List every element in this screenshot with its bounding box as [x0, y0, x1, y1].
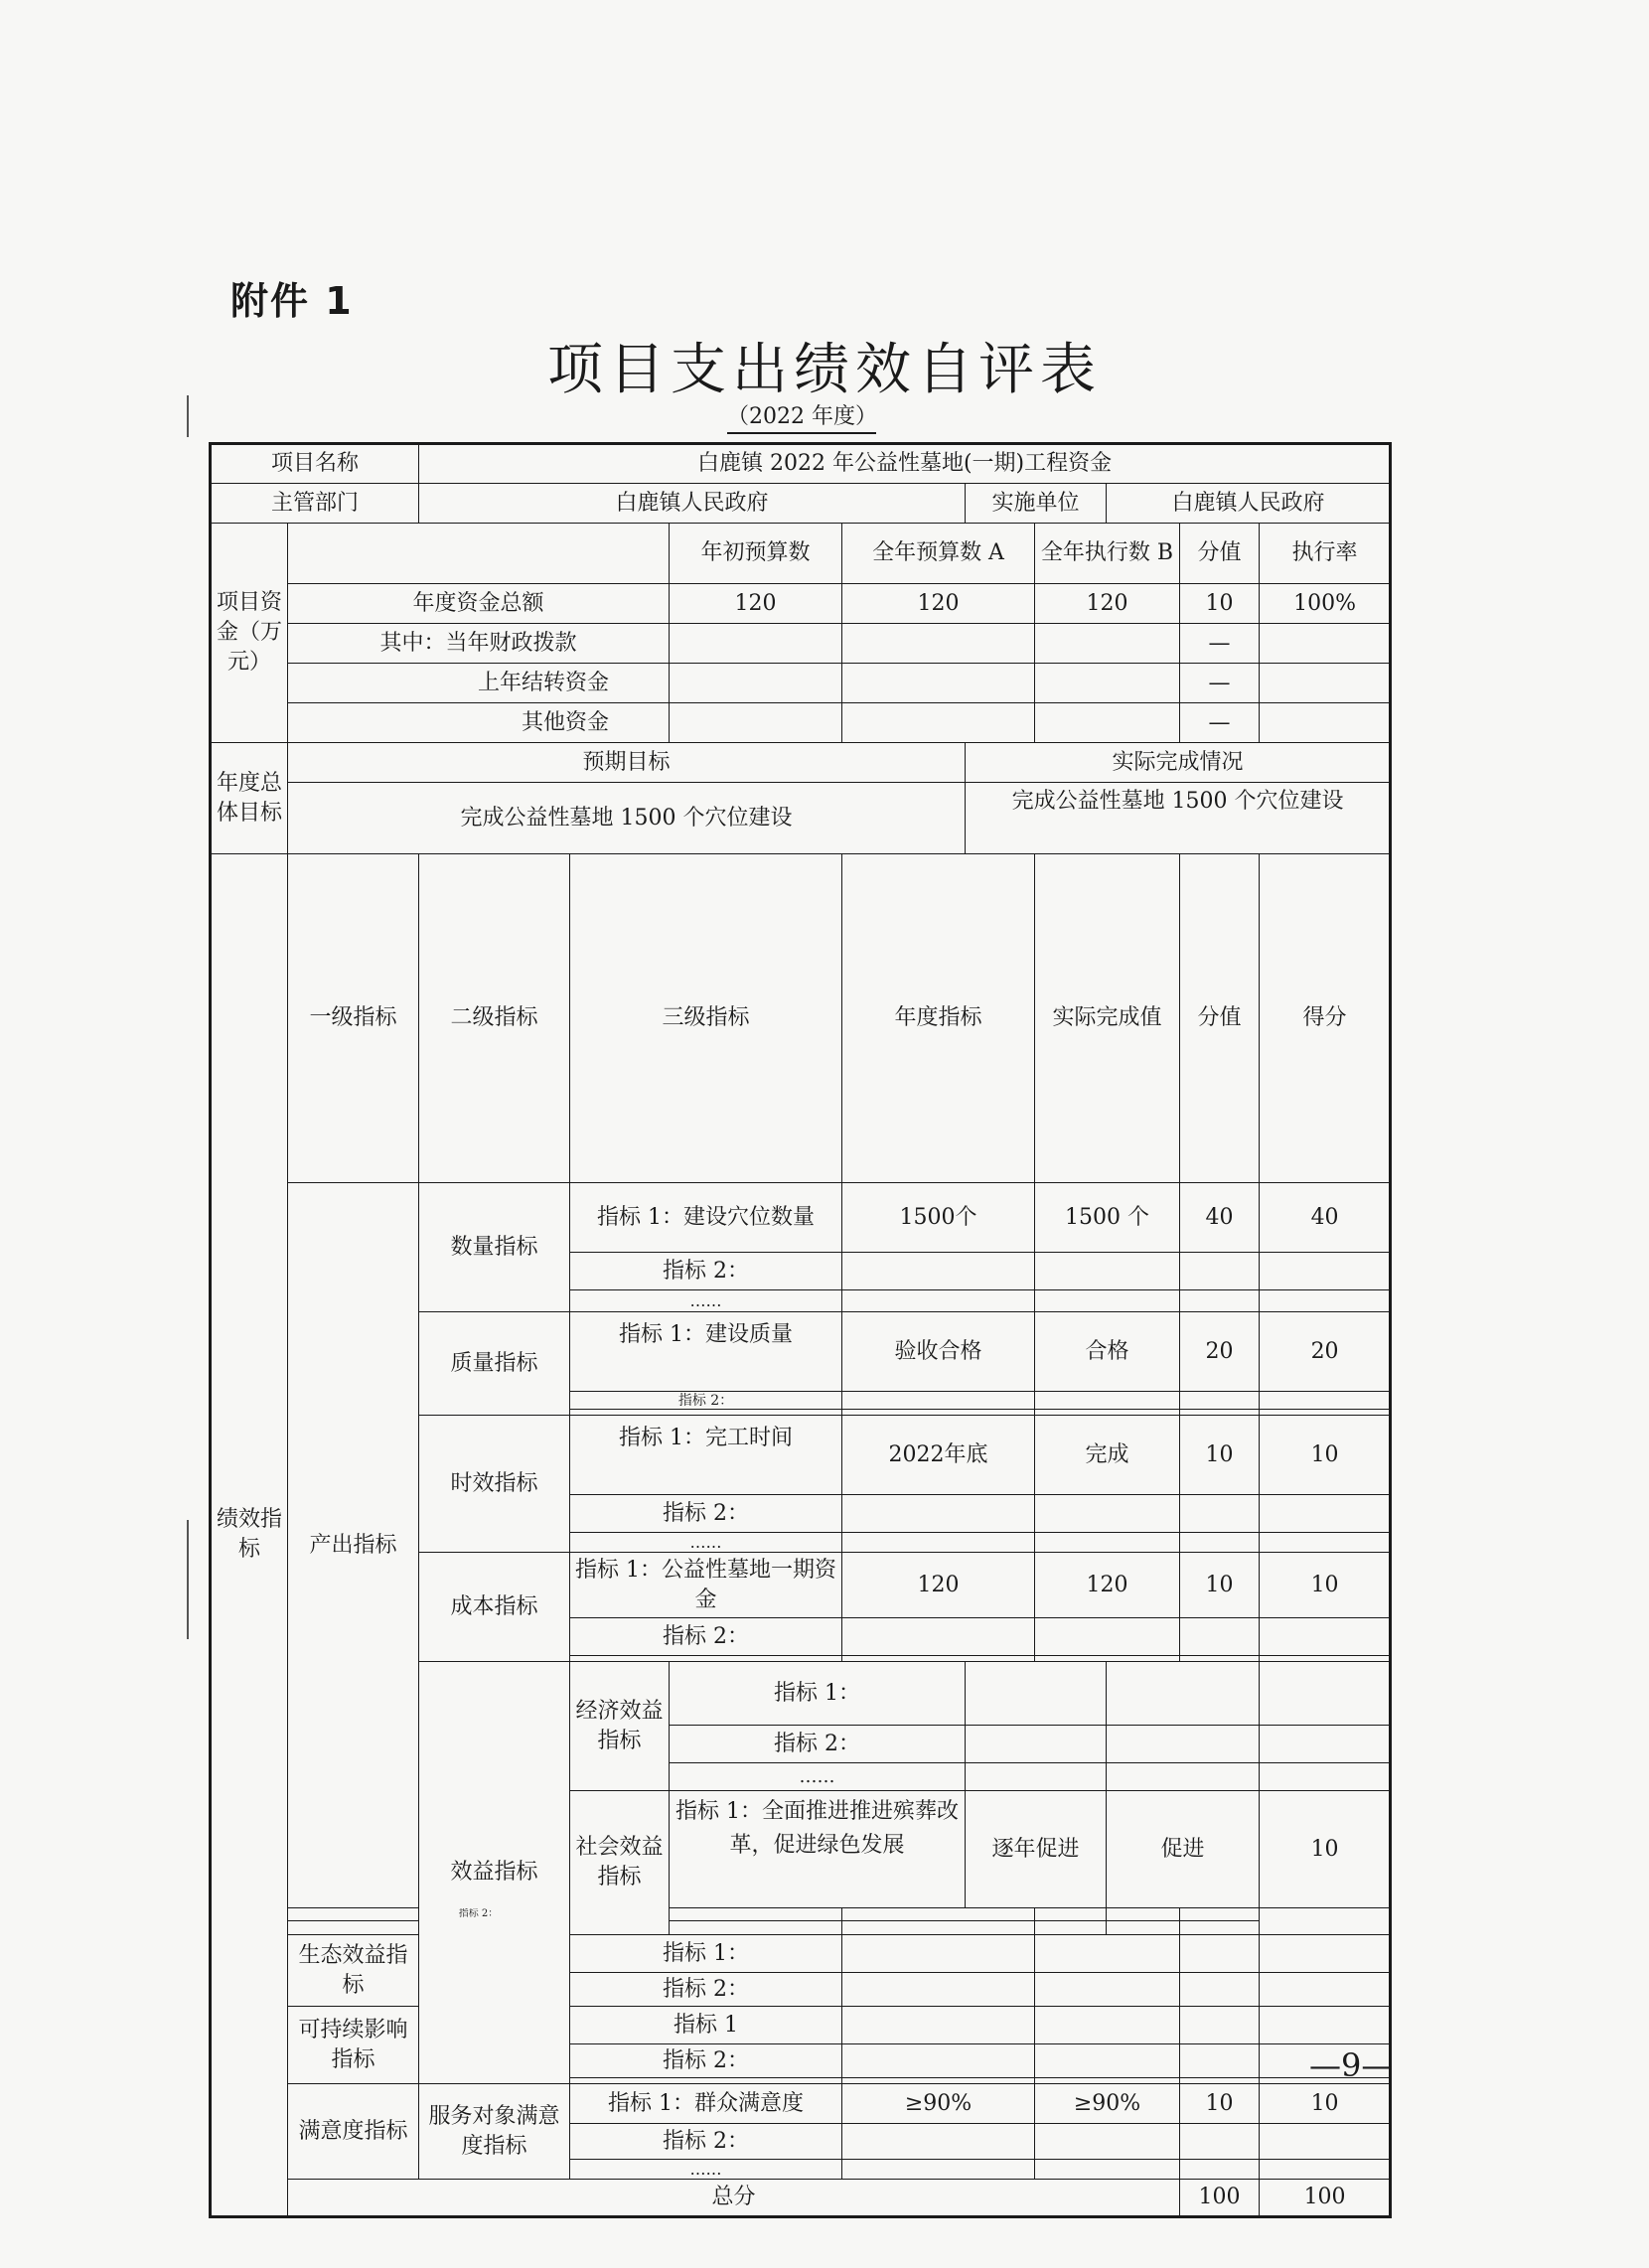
quantity-i3: ……	[570, 1290, 842, 1312]
funds-score-value: —	[1180, 624, 1260, 664]
blank-cell	[1260, 1392, 1391, 1410]
indicator-row	[211, 1908, 1391, 1921]
blank-cell	[966, 1763, 1107, 1791]
blank-cell	[842, 2044, 1035, 2078]
blank-cell	[842, 1973, 1035, 2007]
quality-annual: 验收合格	[842, 1312, 1035, 1392]
blank-cell	[1107, 1763, 1260, 1791]
funds-row-label: 年度资金总额	[288, 584, 670, 624]
blank-cell	[1260, 1763, 1391, 1791]
blank-cell	[1107, 1726, 1260, 1763]
sustainable-i2: 指标 2：	[570, 2044, 842, 2078]
header-score: 得分	[1260, 854, 1391, 1183]
blank-cell	[842, 2160, 1035, 2180]
funds-header-initial: 年初预算数	[670, 524, 842, 584]
timeliness-actual: 完成	[1035, 1416, 1180, 1495]
benefit-indicators-label: 效益指标	[419, 1662, 570, 2084]
funds-row-label: 其中：当年财政拨款	[288, 624, 670, 664]
quantity-score-value: 40	[1180, 1183, 1260, 1253]
social-indicator-label: 社会效益指标	[570, 1791, 670, 1935]
goals-label: 年度总体目标	[211, 743, 288, 854]
header-actual-value: 实际完成值	[1035, 854, 1180, 1183]
blank-cell	[1260, 1618, 1391, 1656]
blank-cell	[670, 1908, 842, 1921]
quantity-i2: 指标 2：	[570, 1253, 842, 1290]
blank-cell	[1107, 1908, 1180, 1921]
sustainable-i1: 指标 1	[570, 2007, 842, 2044]
blank-cell	[842, 2007, 1035, 2044]
blank-cell	[1035, 1253, 1180, 1290]
blank-cell	[1260, 1533, 1391, 1553]
blank-cell	[1035, 1290, 1180, 1312]
blank-cell	[842, 1935, 1035, 1973]
funds-initial	[670, 703, 842, 743]
funds-rate	[1260, 664, 1391, 703]
project-name: 白鹿镇 2022 年公益性墓地(一期)工程资金	[419, 444, 1391, 484]
cost-score: 10	[1260, 1553, 1391, 1618]
goals-header-row	[211, 743, 1391, 783]
blank-cell	[1180, 1935, 1260, 1973]
cost-indicator-label: 成本指标	[419, 1553, 570, 1662]
blank-cell	[1260, 1662, 1391, 1726]
blank-cell	[1180, 1495, 1260, 1533]
performance-indicators-label: 绩效指标	[211, 854, 288, 2217]
funds-executed	[1035, 664, 1180, 703]
blank-cell	[1180, 2160, 1260, 2180]
social-score-value: 10	[1260, 1791, 1391, 1908]
project-name-row	[211, 444, 1391, 484]
cost-annual: 120	[842, 1553, 1035, 1618]
implementing-unit-label: 实施单位	[966, 484, 1107, 524]
timeliness-indicator-label: 时效指标	[419, 1416, 570, 1553]
output-indicators-label: 产出指标	[288, 1183, 419, 1908]
funds-header-rate: 执行率	[1260, 524, 1391, 584]
service-score: 10	[1260, 2084, 1391, 2124]
funds-header-blank	[288, 524, 670, 584]
blank-cell	[1180, 2044, 1260, 2078]
economic-i1: 指标 1：	[670, 1662, 966, 1726]
timeliness-i1: 指标 1：完工时间	[570, 1416, 842, 1495]
department-row	[211, 484, 1391, 524]
blank-cell	[1180, 2007, 1260, 2044]
project-name-label: 项目名称	[211, 444, 419, 484]
funds-annual	[842, 624, 1035, 664]
blank-cell	[1107, 1921, 1180, 1935]
blank-cell	[1035, 1908, 1107, 1921]
margin-line-bottom	[187, 1520, 189, 1639]
funds-row	[211, 703, 1391, 743]
quantity-score: 40	[1260, 1183, 1391, 1253]
funds-header-score-value: 分值	[1180, 524, 1260, 584]
blank-cell	[1035, 1973, 1180, 2007]
blank-cell	[1260, 2007, 1391, 2044]
blank-cell	[842, 1495, 1035, 1533]
quantity-i1: 指标 1：建设穴位数量	[570, 1183, 842, 1253]
funds-row	[211, 664, 1391, 703]
blank-cell	[842, 2124, 1035, 2160]
quantity-annual: 1500个	[842, 1183, 1035, 1253]
blank-cell	[842, 1908, 1035, 1921]
blank-cell	[1260, 2124, 1391, 2160]
header-level3: 三级指标	[570, 854, 842, 1183]
actual-completion: 完成公益性墓地 1500 个穴位建设	[966, 783, 1391, 854]
timeliness-i3: ……	[570, 1533, 842, 1553]
blank-cell	[670, 1921, 842, 1935]
social-annual: 逐年促进	[966, 1791, 1107, 1908]
blank-cell	[1260, 1935, 1391, 1973]
timeliness-score: 10	[1260, 1416, 1391, 1495]
blank-cell	[842, 1921, 1035, 1935]
blank-cell	[842, 1533, 1035, 1553]
quality-actual: 合格	[1035, 1312, 1180, 1392]
service-actual: ≥90%	[1035, 2084, 1180, 2124]
page-title: 项目支出绩效自评表	[547, 338, 1102, 402]
funds-initial	[670, 664, 842, 703]
blank-cell	[1035, 2044, 1180, 2078]
expected-goal-label: 预期目标	[288, 743, 966, 783]
funds-executed	[1035, 624, 1180, 664]
blank-cell	[842, 1290, 1035, 1312]
indicator-row	[211, 1921, 1391, 1935]
funds-label: 项目资金（万元）	[211, 524, 288, 743]
blank-cell	[1260, 1290, 1391, 1312]
blank-cell	[842, 1618, 1035, 1656]
service-i1: 指标 1：群众满意度	[570, 2084, 842, 2124]
cost-actual: 120	[1035, 1553, 1180, 1618]
indicator-row	[211, 1935, 1391, 1973]
blank-cell	[842, 1392, 1035, 1410]
quality-score: 20	[1260, 1312, 1391, 1392]
service-indicator-label: 服务对象满意度指标	[419, 2084, 570, 2180]
funds-header-annual: 全年预算数 A	[842, 524, 1035, 584]
evaluation-table	[209, 442, 1392, 2218]
timeliness-i2: 指标 2：	[570, 1495, 842, 1533]
blank-cell	[1035, 1495, 1180, 1533]
blank-cell	[1180, 1253, 1260, 1290]
total-row	[211, 2180, 1391, 2217]
quantity-actual: 1500 个	[1035, 1183, 1180, 1253]
blank-cell	[1035, 1533, 1180, 1553]
service-score-value: 10	[1180, 2084, 1260, 2124]
quality-indicator-label: 质量指标	[419, 1312, 570, 1416]
ecological-indicator-label: 生态效益指标	[288, 1935, 419, 2007]
economic-indicator-label: 经济效益指标	[570, 1662, 670, 1791]
total-score-value: 100	[1180, 2180, 1260, 2217]
quality-i1: 指标 1：建设质量	[570, 1312, 842, 1392]
blank-cell	[1035, 1921, 1107, 1935]
satisfaction-indicators-label: 满意度指标	[288, 2084, 419, 2180]
funds-header-executed: 全年执行数 B	[1035, 524, 1180, 584]
funds-executed	[1035, 703, 1180, 743]
blank-cell	[966, 1726, 1107, 1763]
total-label: 总分	[288, 2180, 1180, 2217]
indicator-row	[211, 2084, 1391, 2124]
blank-cell	[1180, 1533, 1260, 1553]
attachment-label: 附件 1	[230, 279, 354, 323]
economic-i2: 指标 2：	[670, 1726, 966, 1763]
blank-cell	[1260, 1495, 1391, 1533]
funds-rate	[1260, 624, 1391, 664]
funds-annual	[842, 664, 1035, 703]
blank-cell	[1035, 1935, 1180, 1973]
blank-cell	[1107, 1662, 1260, 1726]
department-label: 主管部门	[211, 484, 419, 524]
blank-cell	[1180, 1973, 1260, 2007]
funds-executed: 120	[1035, 584, 1180, 624]
blank-cell	[1035, 2124, 1180, 2160]
social-i2: 指标 2：	[288, 1908, 670, 1921]
blank-cell	[842, 1253, 1035, 1290]
funds-row-label: 上年结转资金	[288, 664, 670, 703]
indicator-row	[211, 1183, 1391, 1253]
blank-cell	[1035, 1392, 1180, 1410]
actual-completion-label: 实际完成情况	[966, 743, 1391, 783]
blank-cell	[966, 1662, 1107, 1726]
funds-header-row	[211, 524, 1391, 584]
funds-score-value: —	[1180, 703, 1260, 743]
blank-cell	[1260, 2160, 1391, 2180]
cost-score-value: 10	[1180, 1553, 1260, 1618]
funds-initial	[670, 624, 842, 664]
economic-i3: ……	[670, 1763, 966, 1791]
social-i1: 指标 1：全面推进推进殡葬改革，促进绿色发展	[670, 1791, 966, 1908]
timeliness-annual: 2022年底	[842, 1416, 1035, 1495]
funds-row	[211, 624, 1391, 664]
quality-i2: 指标 2：	[570, 1392, 842, 1410]
expected-goal: 完成公益性墓地 1500 个穴位建设	[288, 783, 966, 854]
department-value: 白鹿镇人民政府	[419, 484, 966, 524]
funds-row	[211, 584, 1391, 624]
funds-rate	[1260, 703, 1391, 743]
funds-rate: 100%	[1260, 584, 1391, 624]
blank-cell	[1260, 1726, 1391, 1763]
header-annual-target: 年度指标	[842, 854, 1035, 1183]
blank-cell	[288, 1921, 670, 1935]
funds-score-value: —	[1180, 664, 1260, 703]
page-number: —9—	[1309, 2046, 1394, 2084]
timeliness-score-value: 10	[1180, 1416, 1260, 1495]
sustainable-indicator-label: 可持续影响指标	[288, 2007, 419, 2084]
blank-cell	[1180, 1290, 1260, 1312]
blank-cell	[1260, 1253, 1391, 1290]
header-level2: 二级指标	[419, 854, 570, 1183]
social-actual: 促进	[1107, 1791, 1260, 1908]
margin-line-top	[187, 395, 189, 437]
service-i3: ……	[570, 2160, 842, 2180]
ecological-i1: 指标 1：	[570, 1935, 842, 1973]
indicator-row	[211, 2007, 1391, 2044]
funds-score-value: 10	[1180, 584, 1260, 624]
total-score: 100	[1260, 2180, 1391, 2217]
funds-annual: 120	[842, 584, 1035, 624]
blank-cell	[1180, 1908, 1260, 1921]
funds-initial: 120	[670, 584, 842, 624]
header-level1: 一级指标	[288, 854, 419, 1183]
cost-i2: 指标 2：	[570, 1618, 842, 1656]
blank-cell	[1180, 1392, 1260, 1410]
goals-row	[211, 783, 1391, 854]
implementing-unit-value: 白鹿镇人民政府	[1107, 484, 1391, 524]
quality-score-value: 20	[1180, 1312, 1260, 1392]
blank-cell	[1180, 2124, 1260, 2160]
service-i2: 指标 2：	[570, 2124, 842, 2160]
blank-cell	[1035, 1618, 1180, 1656]
ecological-i2: 指标 2：	[570, 1973, 842, 2007]
blank-cell	[1180, 1921, 1260, 1935]
year-subtitle: （2022 年度）	[727, 402, 876, 434]
quantity-indicator-label: 数量指标	[419, 1183, 570, 1312]
funds-annual	[842, 703, 1035, 743]
cost-i1: 指标 1：公益性墓地一期资金	[570, 1553, 842, 1618]
blank-cell	[1180, 1618, 1260, 1656]
funds-row-label: 其他资金	[288, 703, 670, 743]
indicator-header-row	[211, 854, 1391, 1183]
header-score-value: 分值	[1180, 854, 1260, 1183]
service-annual: ≥90%	[842, 2084, 1035, 2124]
blank-cell	[1035, 2160, 1180, 2180]
blank-cell	[1260, 1973, 1391, 2007]
blank-cell	[1035, 2007, 1180, 2044]
